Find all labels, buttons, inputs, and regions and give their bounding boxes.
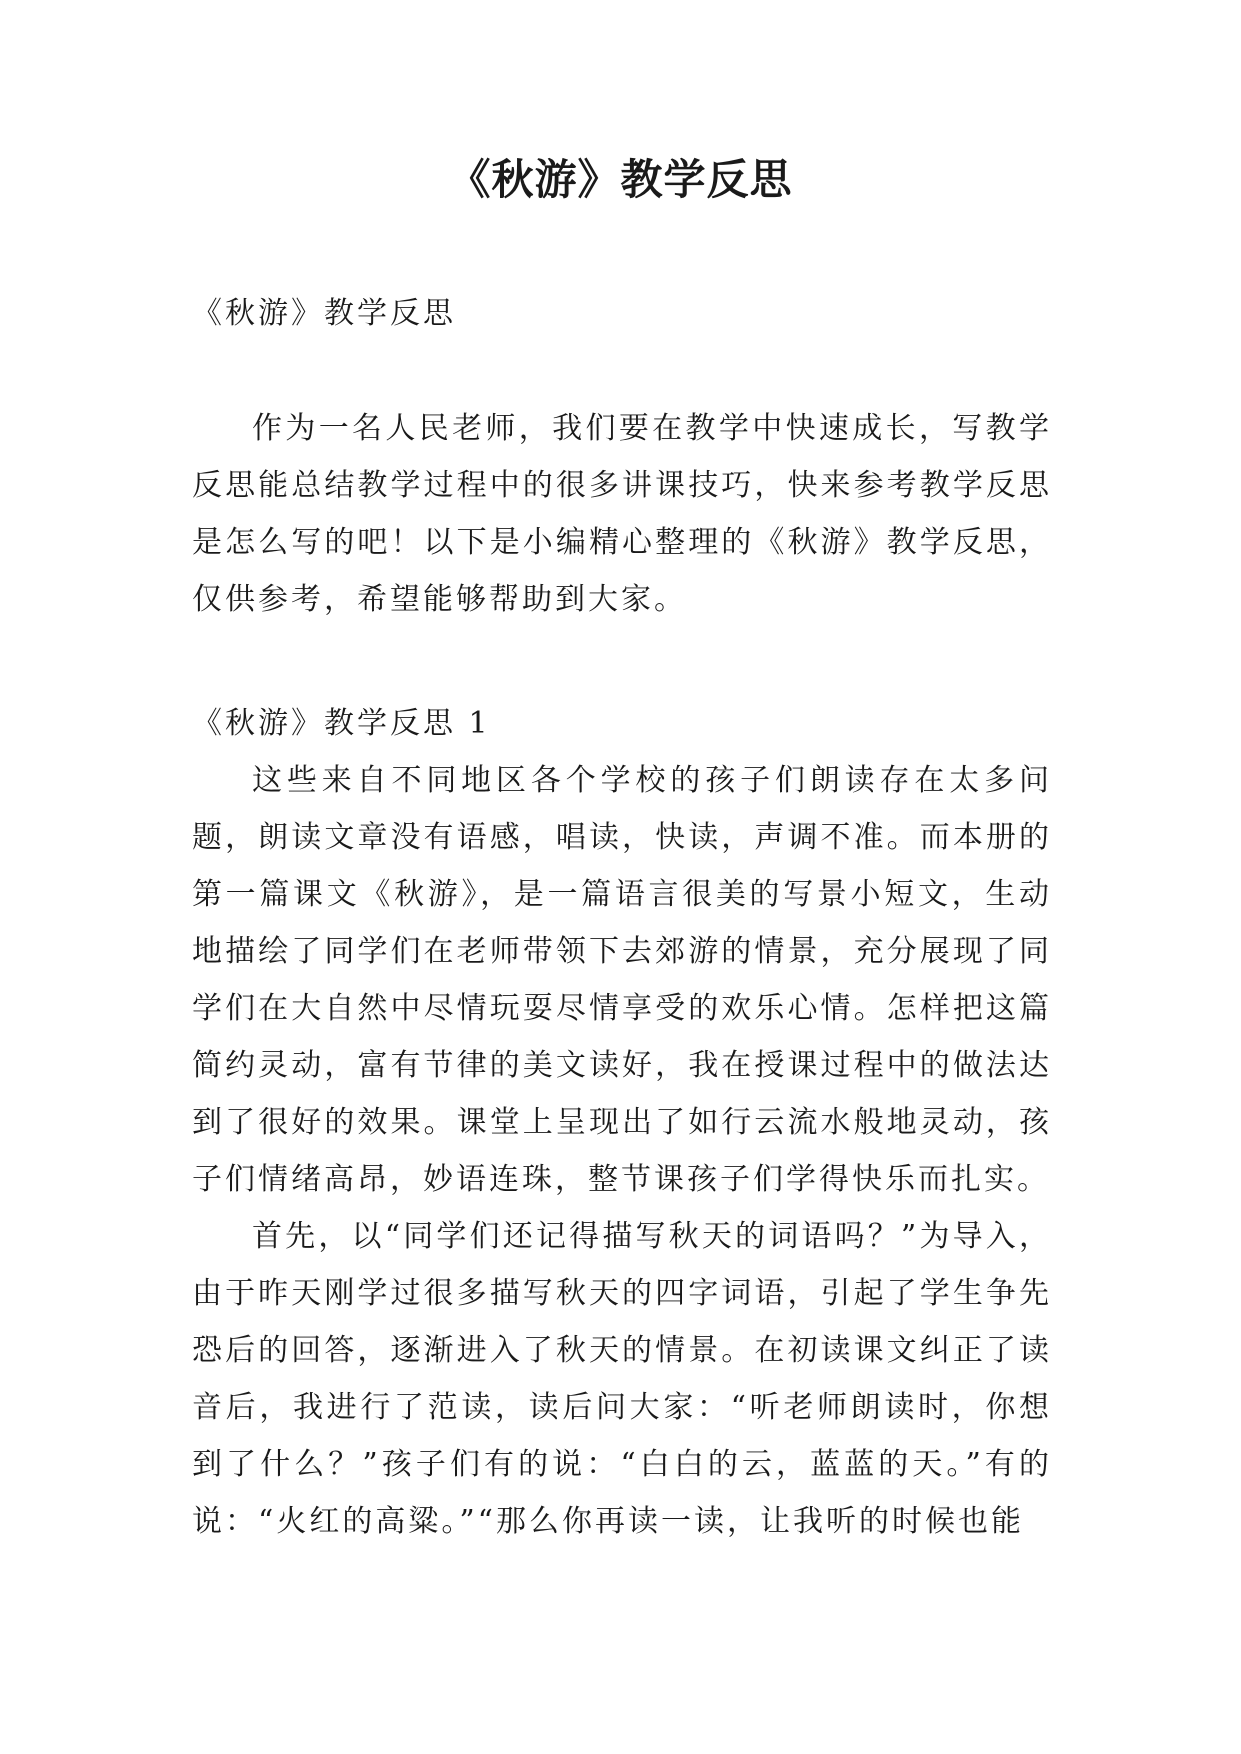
body-paragraph: 首先，以“同学们还记得描写秋天的词语吗？”为导入，由于昨天刚学过很多描写秋天的四字词语，引起了学生争先恐后的回答，逐渐进入了秋天的情景。在初读课文纠正了读音后，我进行了范读，读后问大家：“听老师朗读时，你想到了什么？”孩子们有的说：“白白的云，蓝蓝的天。”有的说：“火红的高粱。”“那么你再读一读，让我听的时候也能 <box>192 1219 1052 1539</box>
section-body <box>192 752 1052 1550</box>
document-subtitle: 《秋游》教学反思 <box>192 296 456 331</box>
intro-paragraph <box>192 400 1052 628</box>
body-paragraph: 这些来自不同地区各个学校的孩子们朗读存在太多问题，朗读文章没有语感，唱读，快读，声调不准。而本册的第一篇课文《秋游》，是一篇语言很美的写景小短文，生动地描绘了同学们在老师带领下去郊游的情景，充分展现了同学们在大自然中尽情玩耍尽情享受的欢乐心情。怎样把这篇简约灵动，富有节律的美文读好，我在授课过程中的做法达到了很好的效果。课堂上呈现出了如行云流水般地灵动，孩子们情绪高昂，妙语连珠，整节课孩子们学得快乐而扎实。 <box>192 763 1052 1197</box>
document-title: 《秋游》教学反思 <box>448 155 793 204</box>
section-heading: 《秋游》教学反思 1 <box>192 706 491 741</box>
intro-text: 作为一名人民老师，我们要在教学中快速成长，写教学反思能总结教学过程中的很多讲课技巧，快来参考教学反思是怎么写的吧！以下是小编精心整理的《秋游》教学反思，仅供参考，希望能够帮助到大家。 <box>192 411 1052 617</box>
